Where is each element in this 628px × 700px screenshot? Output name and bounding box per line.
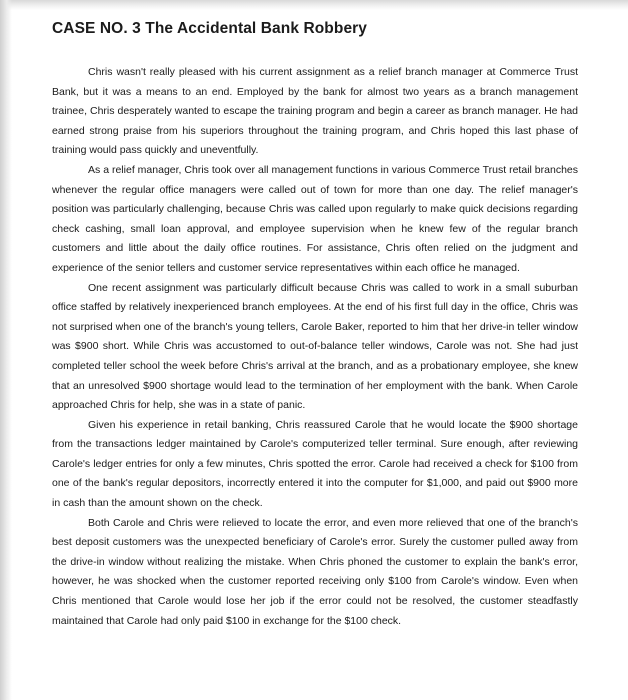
paragraph-3: One recent assignment was particularly difficult because Chris was called to work in a small suburban office staffed by relatively inexperienced branch employees. At the end of his first full day in the office, Chris was not surprised when one of the branch's young tellers, Carole Baker, reported to him that her drive-in teller window was $900 short. While Chris was accustomed to out-of-balance teller windows, Carole was not. She had just completed teller school the week before Chris's arrival at the branch, and as a probationary employee, she knew that an unresolved $900 shortage would lead to the termination of her employment with the bank. When Carole approached Chris for help, she was in a state of panic. (52, 281, 578, 412)
paragraph-5: Both Carole and Chris were relieved to locate the error, and even more relieved that one of the branch's best deposit customers was the unexpected beneficiary of Carole's error. Surely the customer pulled away from the drive-in window without realizing the mistake. When Chris phoned the customer to explain the bank's error, however, he was shocked when the customer reported receiving only $100 from Carole's window. Even when Chris mentioned that Carole would lose her job if the error could not be resolved, the customer steadfastly maintained that Carole had only paid $100 in exchange for the $100 check. (52, 516, 578, 627)
paragraph-2: As a relief manager, Chris took over all management functions in various Commerce Trust retail branches whenever the regular office managers were called out of town for more than one day. The relief manager's position was particularly challenging, because Chris was called upon regularly to make quick decisions regarding check cashing, small loan approval, and employee supervision when he knew few of the regular branch customers and little about the daily office routines. For assistance, Chris often relied on the judgment and experience of the senior tellers and customer service representatives within each office he managed. (52, 163, 578, 274)
paragraph-1: Chris wasn't really pleased with his current assignment as a relief branch manager at Commerce Trust Bank, but it was a means to an end. Employed by the bank for almost two years as a branch management trainee, Chris desperately wanted to escape the training program and begin a career as branch manager. He had earned strong praise from his superiors throughout the training program, and Chris hoped this last phase of training would pass quickly and uneventfully. (52, 66, 578, 157)
page-left-shadow (0, 0, 12, 700)
document-page (52, 20, 578, 631)
page-top-shadow (0, 0, 628, 10)
case-title: CASE NO. 3 The Accidental Bank Robbery (52, 20, 368, 37)
paragraph-4: Given his experience in retail banking, Chris reassured Carole that he would locate the $900 shortage from the transactions ledger maintained by Carole's computerized teller terminal. Sure enough, after reviewing Carole's ledger entries for only a few minutes, Chris spotted the error. Carole had received a check for $100 from one of the bank's regular depositors, incorrectly entered it into the computer for $1,000, and paid out $900 more in cash than the amount shown on the check. (52, 418, 578, 510)
